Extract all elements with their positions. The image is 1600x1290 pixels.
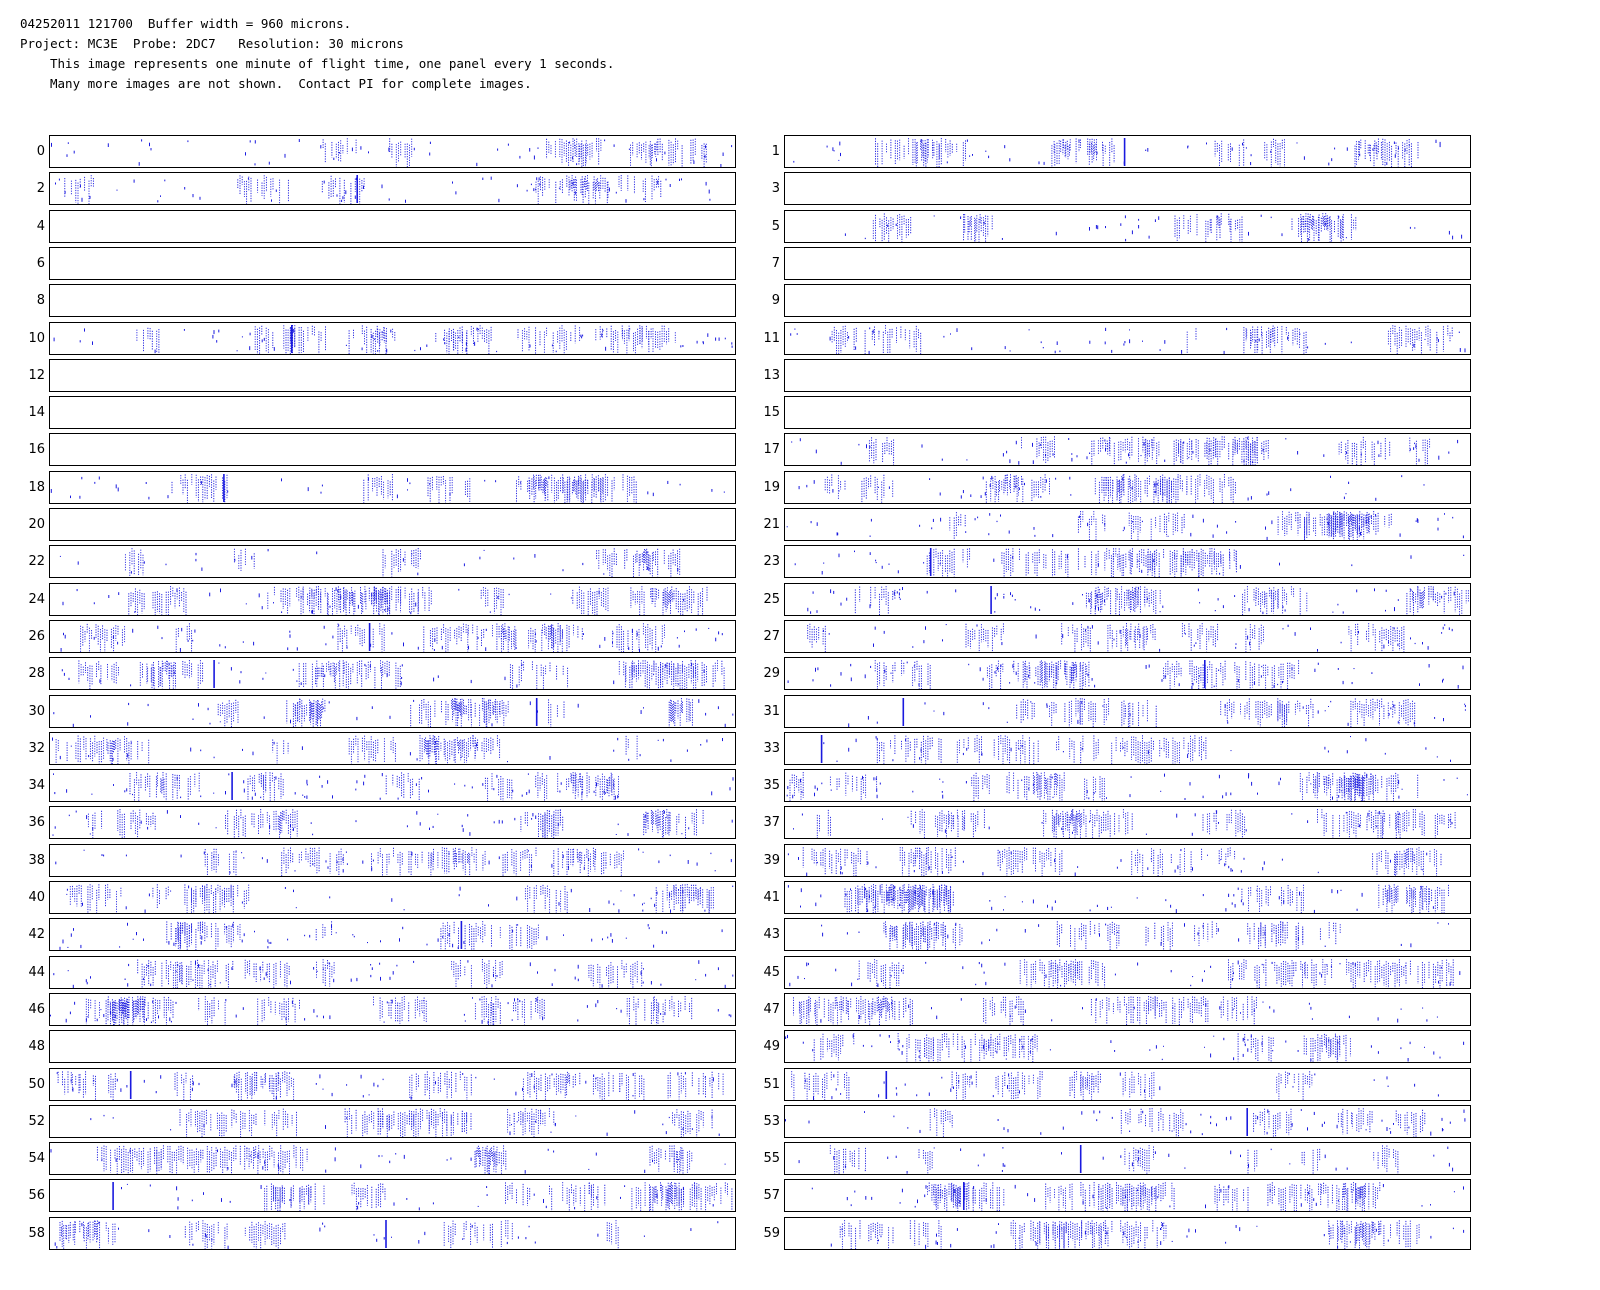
panel-label: 9 bbox=[771, 293, 780, 308]
panel-label: 5 bbox=[771, 219, 780, 234]
panel-label: 20 bbox=[28, 517, 45, 532]
panel-label: 58 bbox=[28, 1226, 45, 1241]
panel-label: 7 bbox=[771, 256, 780, 271]
probe-image-panel bbox=[49, 806, 736, 839]
probe-image-panel bbox=[784, 620, 1471, 653]
probe-image-panel bbox=[49, 844, 736, 877]
probe-image-panel bbox=[784, 172, 1471, 205]
particle-image bbox=[50, 584, 735, 615]
panel-label: 10 bbox=[28, 331, 45, 346]
particle-image bbox=[785, 509, 1470, 540]
panel-label: 22 bbox=[28, 554, 45, 569]
probe-image-panel bbox=[784, 844, 1471, 877]
probe-image-panel bbox=[49, 396, 736, 429]
panel-label: 2 bbox=[36, 181, 45, 196]
probe-image-panel bbox=[49, 620, 736, 653]
panel-label: 30 bbox=[28, 704, 45, 719]
panel-label: 17 bbox=[763, 442, 780, 457]
probe-image-panel bbox=[49, 956, 736, 989]
particle-image bbox=[785, 845, 1470, 876]
probe-image-panel bbox=[49, 247, 736, 280]
particle-image bbox=[785, 882, 1470, 913]
panel-label: 35 bbox=[763, 778, 780, 793]
panel-label: 50 bbox=[28, 1077, 45, 1092]
panel-label: 6 bbox=[36, 256, 45, 271]
panel-label: 39 bbox=[763, 853, 780, 868]
probe-image-panel bbox=[784, 396, 1471, 429]
probe-image-panel bbox=[49, 732, 736, 765]
probe-image-panel bbox=[49, 769, 736, 802]
panel-label: 37 bbox=[763, 815, 780, 830]
probe-image-panel bbox=[49, 322, 736, 355]
panel-label: 15 bbox=[763, 405, 780, 420]
particle-image bbox=[50, 1069, 735, 1100]
probe-image-panel bbox=[49, 135, 736, 168]
probe-image-panel bbox=[784, 322, 1471, 355]
probe-image-panel bbox=[784, 471, 1471, 504]
particle-image bbox=[50, 1106, 735, 1137]
probe-image-panel bbox=[49, 1217, 736, 1250]
panel-label: 47 bbox=[763, 1002, 780, 1017]
probe-image-panel bbox=[784, 545, 1471, 578]
probe-image-panel bbox=[784, 1030, 1471, 1063]
panel-label: 19 bbox=[763, 480, 780, 495]
particle-image bbox=[50, 882, 735, 913]
probe-image-panel bbox=[49, 508, 736, 541]
panel-label: 21 bbox=[763, 517, 780, 532]
particle-image bbox=[785, 807, 1470, 838]
particle-image bbox=[50, 994, 735, 1025]
panel-label: 56 bbox=[28, 1188, 45, 1203]
panel-label: 45 bbox=[763, 965, 780, 980]
panel-label: 32 bbox=[28, 741, 45, 756]
panel-label: 51 bbox=[763, 1077, 780, 1092]
probe-image-panel bbox=[784, 993, 1471, 1026]
particle-image bbox=[785, 136, 1470, 167]
particle-image bbox=[50, 472, 735, 503]
particle-image bbox=[50, 173, 735, 204]
probe-image-panel bbox=[49, 918, 736, 951]
probe-image-panel bbox=[49, 1179, 736, 1212]
probe-image-panel bbox=[784, 284, 1471, 317]
header-contact-note: Many more images are not shown. Contact PI for complete images. bbox=[50, 76, 532, 91]
probe-image-panel bbox=[784, 1217, 1471, 1250]
particle-image bbox=[785, 658, 1470, 689]
header-date-buffer: 04252011 121700 Buffer width = 960 microns. bbox=[20, 16, 352, 31]
probe-image-panel bbox=[49, 583, 736, 616]
panel-label: 18 bbox=[28, 480, 45, 495]
particle-image bbox=[50, 733, 735, 764]
panel-label: 31 bbox=[763, 704, 780, 719]
particle-image bbox=[785, 621, 1470, 652]
panel-label: 59 bbox=[763, 1226, 780, 1241]
panel-label: 54 bbox=[28, 1151, 45, 1166]
panel-label: 14 bbox=[28, 405, 45, 420]
particle-image bbox=[50, 1218, 735, 1249]
panel-label: 41 bbox=[763, 890, 780, 905]
particle-image bbox=[785, 434, 1470, 465]
particle-image bbox=[785, 919, 1470, 950]
particle-image bbox=[50, 919, 735, 950]
panel-label: 1 bbox=[771, 144, 780, 159]
particle-image bbox=[785, 1031, 1470, 1062]
panel-label: 26 bbox=[28, 629, 45, 644]
particle-image bbox=[50, 658, 735, 689]
particle-image bbox=[785, 957, 1470, 988]
panel-label: 57 bbox=[763, 1188, 780, 1203]
probe-image-panel bbox=[784, 806, 1471, 839]
probe-image-panel bbox=[49, 359, 736, 392]
panel-label: 13 bbox=[763, 368, 780, 383]
probe-image-panel bbox=[49, 1030, 736, 1063]
particle-image bbox=[50, 1143, 735, 1174]
probe-image-panel bbox=[784, 732, 1471, 765]
particle-image bbox=[785, 323, 1470, 354]
particle-image bbox=[50, 957, 735, 988]
probe-image-panel bbox=[784, 956, 1471, 989]
panel-label: 24 bbox=[28, 592, 45, 607]
particle-image bbox=[785, 696, 1470, 727]
particle-image bbox=[785, 211, 1470, 242]
panel-label: 8 bbox=[36, 293, 45, 308]
panel-label: 16 bbox=[28, 442, 45, 457]
panel-label: 55 bbox=[763, 1151, 780, 1166]
particle-image bbox=[785, 1180, 1470, 1211]
panel-label: 0 bbox=[36, 144, 45, 159]
particle-image bbox=[50, 621, 735, 652]
panel-label: 3 bbox=[771, 181, 780, 196]
panel-label: 4 bbox=[36, 219, 45, 234]
particle-image bbox=[785, 770, 1470, 801]
probe-image-panel bbox=[784, 918, 1471, 951]
particle-image bbox=[785, 546, 1470, 577]
panel-label: 27 bbox=[763, 629, 780, 644]
particle-image bbox=[50, 323, 735, 354]
particle-image bbox=[785, 1106, 1470, 1137]
panel-label: 11 bbox=[763, 331, 780, 346]
particle-image bbox=[50, 845, 735, 876]
header-description: This image represents one minute of flight time, one panel every 1 seconds. bbox=[50, 56, 615, 71]
particle-image bbox=[785, 1218, 1470, 1249]
panel-label: 25 bbox=[763, 592, 780, 607]
probe-image-panel bbox=[49, 657, 736, 690]
panel-label: 49 bbox=[763, 1039, 780, 1054]
probe-image-panel bbox=[49, 284, 736, 317]
particle-image bbox=[785, 472, 1470, 503]
particle-image bbox=[50, 770, 735, 801]
panel-label: 28 bbox=[28, 666, 45, 681]
header-project-probe: Project: MC3E Probe: 2DC7 Resolution: 30 microns bbox=[20, 36, 404, 51]
panel-label: 53 bbox=[763, 1114, 780, 1129]
probe-image-panel bbox=[49, 172, 736, 205]
particle-image bbox=[50, 1180, 735, 1211]
probe-image-panel bbox=[49, 1068, 736, 1101]
panel-label: 33 bbox=[763, 741, 780, 756]
panel-label: 36 bbox=[28, 815, 45, 830]
panel-label: 44 bbox=[28, 965, 45, 980]
probe-image-panel bbox=[784, 508, 1471, 541]
particle-image bbox=[50, 807, 735, 838]
probe-image-panel bbox=[784, 359, 1471, 392]
probe-image-panel bbox=[49, 1105, 736, 1138]
panel-label: 23 bbox=[763, 554, 780, 569]
panel-label: 46 bbox=[28, 1002, 45, 1017]
panel-label: 48 bbox=[28, 1039, 45, 1054]
probe-image-panel bbox=[49, 545, 736, 578]
panel-label: 40 bbox=[28, 890, 45, 905]
probe-image-panel bbox=[49, 993, 736, 1026]
probe-image-panel bbox=[784, 210, 1471, 243]
particle-image bbox=[50, 136, 735, 167]
probe-image-panel bbox=[784, 583, 1471, 616]
panel-label: 42 bbox=[28, 927, 45, 942]
particle-image bbox=[50, 546, 735, 577]
particle-image bbox=[785, 1069, 1470, 1100]
particle-image bbox=[785, 584, 1470, 615]
probe-image-panel bbox=[49, 433, 736, 466]
probe-image-panel bbox=[784, 657, 1471, 690]
panel-label: 29 bbox=[763, 666, 780, 681]
probe-image-panel bbox=[784, 1105, 1471, 1138]
panel-label: 52 bbox=[28, 1114, 45, 1129]
probe-image-panel bbox=[784, 433, 1471, 466]
particle-image bbox=[785, 733, 1470, 764]
probe-image-panel bbox=[49, 695, 736, 728]
particle-image bbox=[785, 1143, 1470, 1174]
particle-image bbox=[50, 696, 735, 727]
panel-label: 34 bbox=[28, 778, 45, 793]
probe-image-panel bbox=[49, 210, 736, 243]
probe-image-panel bbox=[784, 1179, 1471, 1212]
probe-image-panel bbox=[784, 1068, 1471, 1101]
probe-image-panel bbox=[784, 695, 1471, 728]
panel-label: 43 bbox=[763, 927, 780, 942]
probe-image-panel bbox=[784, 881, 1471, 914]
probe-image-panel bbox=[784, 135, 1471, 168]
probe-image-panel bbox=[784, 247, 1471, 280]
probe-image-panel bbox=[784, 1142, 1471, 1175]
particle-image bbox=[785, 994, 1470, 1025]
probe-image-panel bbox=[49, 471, 736, 504]
probe-image-panel bbox=[49, 881, 736, 914]
probe-image-panel bbox=[49, 1142, 736, 1175]
panel-label: 12 bbox=[28, 368, 45, 383]
probe-image-panel bbox=[784, 769, 1471, 802]
panel-label: 38 bbox=[28, 853, 45, 868]
